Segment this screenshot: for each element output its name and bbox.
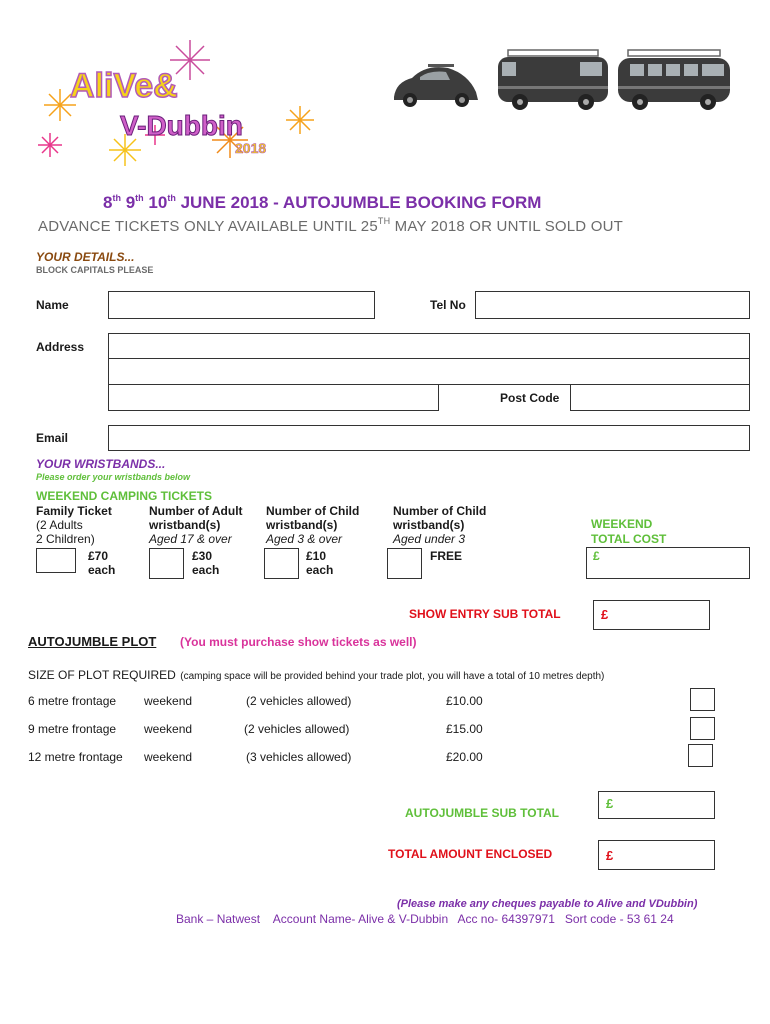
- wristbands-heading: YOUR WRISTBANDS...: [36, 457, 166, 471]
- show-entry-currency: £: [601, 607, 609, 622]
- weekend-total-field[interactable]: [586, 547, 750, 579]
- event-logo: [30, 35, 330, 175]
- plot-row-9m-checkbox[interactable]: [690, 717, 715, 740]
- child-under3-qty[interactable]: [387, 548, 422, 579]
- tel-label: Tel No: [430, 298, 466, 312]
- email-field[interactable]: [108, 425, 750, 451]
- postcode-field[interactable]: [570, 384, 750, 411]
- child-wristband-qty[interactable]: [264, 548, 299, 579]
- plot-row-9m-frontage: 9 metre frontage: [28, 722, 117, 736]
- family-ticket-description: Family Ticket (2 Adults 2 Children): [36, 504, 112, 546]
- plot-row-12m-price: £20.00: [446, 750, 483, 764]
- tel-field[interactable]: [475, 291, 750, 319]
- show-entry-subtotal-field[interactable]: [593, 600, 710, 630]
- plot-row-12m-checkbox[interactable]: [688, 744, 713, 767]
- autojumble-subtotal-label: AUTOJUMBLE SUB TOTAL: [405, 806, 560, 820]
- vw-bus-icon: [618, 50, 730, 110]
- total-enclosed-label: TOTAL AMOUNT ENCLOSED: [388, 847, 553, 861]
- adult-wristband-qty[interactable]: [149, 548, 184, 579]
- plot-row-12m-vehicles: (3 vehicles allowed): [246, 750, 352, 764]
- wristbands-note: Please order your wristbands below: [36, 472, 191, 482]
- autojumble-heading: AUTOJUMBLE PLOT: [28, 634, 157, 649]
- family-ticket-qty[interactable]: [36, 548, 76, 573]
- logo-year: 2018: [235, 140, 267, 156]
- autojumble-note: (You must purchase show tickets as well): [180, 635, 417, 649]
- weekend-total-label: WEEKEND TOTAL COST: [591, 517, 667, 546]
- vw-panel-van-icon: [498, 50, 608, 110]
- address-label: Address: [36, 340, 85, 354]
- plot-row-9m-period: weekend: [144, 722, 193, 736]
- address-field-line3[interactable]: [108, 384, 439, 411]
- autojumble-subtotal-field[interactable]: [598, 791, 715, 819]
- total-enclosed-currency: £: [606, 848, 614, 863]
- plot-row-12m-frontage: 12 metre frontage: [28, 750, 123, 764]
- camping-tickets-heading: WEEKEND CAMPING TICKETS: [36, 489, 213, 503]
- plot-row-9m-vehicles: (2 vehicles allowed): [244, 722, 350, 736]
- plot-size-heading: SIZE OF PLOT REQUIRED (camping space will be provided behind your trade plot, you will have a total of 10 metres depth): [28, 668, 605, 682]
- plot-row-6m-checkbox[interactable]: [690, 688, 715, 711]
- plot-row-6m-period: weekend: [144, 694, 193, 708]
- name-label: Name: [36, 298, 69, 312]
- address-field-line1[interactable]: [108, 333, 750, 359]
- weekend-total-currency: £: [593, 549, 600, 563]
- child-wristband-description: Number of Child wristband(s) Aged 3 & over: [266, 504, 360, 546]
- cheque-note: (Please make any cheques payable to Alive and VDubbin): [397, 898, 698, 910]
- plot-row-12m-period: weekend: [144, 750, 193, 764]
- postcode-label: Post Code: [500, 391, 560, 405]
- name-field[interactable]: [108, 291, 375, 319]
- child-under3-price: FREE: [430, 549, 463, 563]
- details-note: BLOCK CAPITALS PLEASE: [36, 265, 154, 275]
- form-subtitle: ADVANCE TICKETS ONLY AVAILABLE UNTIL 25TH MAY 2018 OR UNTIL SOLD OUT: [38, 216, 623, 235]
- adult-wristband-description: Number of Adult wristband(s) Aged 17 & over: [149, 504, 243, 546]
- adult-wristband-price: £30 each: [192, 549, 220, 577]
- child-wristband-price: £10 each: [306, 549, 334, 577]
- vw-vehicles-illustration: [390, 42, 735, 112]
- bank-details: Bank – Natwest Account Name- Alive & V-Dubbin Acc no- 64397971 Sort code - 53 61 24: [176, 912, 674, 926]
- logo-line1: AliVe&: [70, 67, 178, 105]
- total-enclosed-field[interactable]: [598, 840, 715, 870]
- logo-line2: V-Dubbin: [120, 110, 243, 141]
- show-entry-subtotal-label: SHOW ENTRY SUB TOTAL: [409, 607, 561, 621]
- plot-row-6m-vehicles: (2 vehicles allowed): [246, 694, 352, 708]
- autojumble-subtotal-currency: £: [606, 796, 614, 811]
- plot-row-6m-price: £10.00: [446, 694, 483, 708]
- email-label: Email: [36, 431, 69, 445]
- details-heading: YOUR DETAILS...: [36, 250, 135, 264]
- plot-row-6m-frontage: 6 metre frontage: [28, 694, 117, 708]
- plot-row-9m-price: £15.00: [446, 722, 483, 736]
- family-ticket-price: £70 each: [88, 549, 116, 577]
- beetle-icon: [394, 64, 478, 107]
- address-field-line2[interactable]: [108, 358, 750, 385]
- child-under3-description: Number of Child wristband(s) Aged under 3: [393, 504, 487, 546]
- form-title: 8th 9th 10th JUNE 2018 - AUTOJUMBLE BOOKING FORM: [103, 193, 542, 212]
